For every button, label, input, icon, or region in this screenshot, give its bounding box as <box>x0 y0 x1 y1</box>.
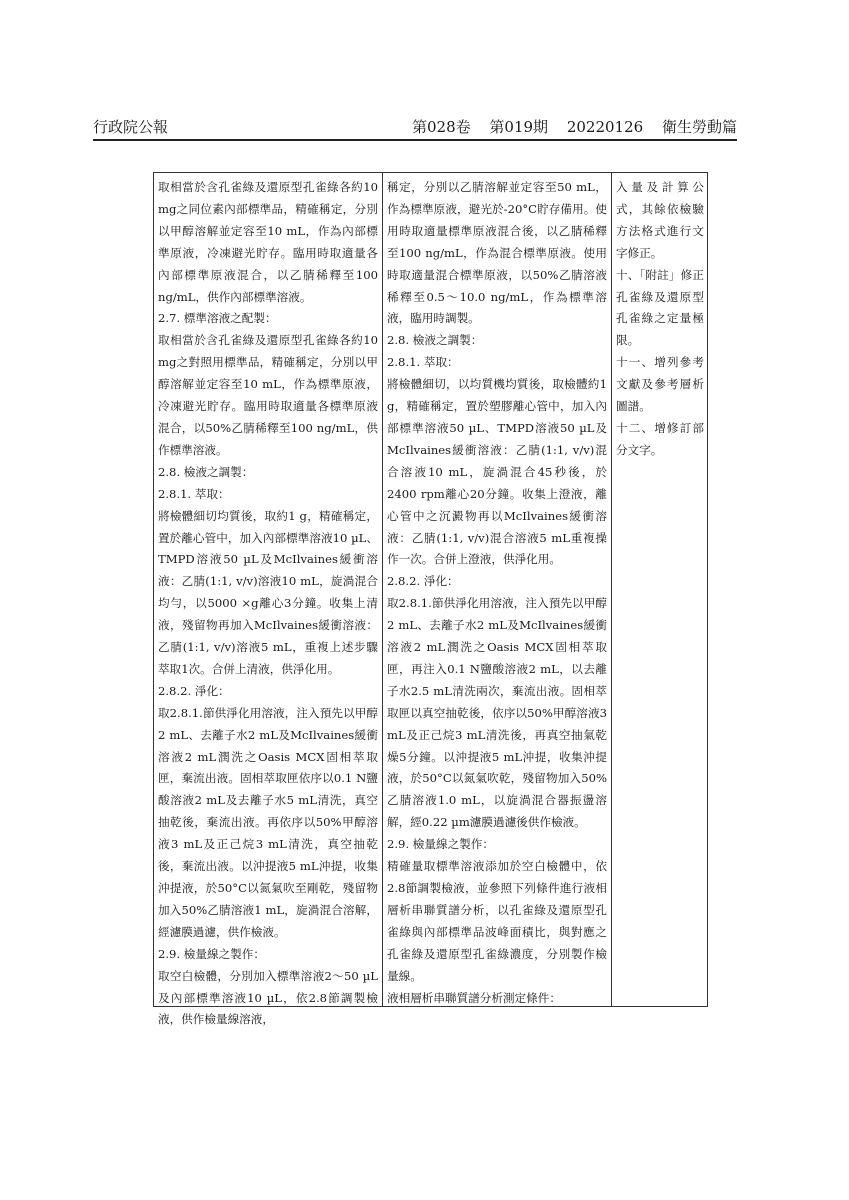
section-heading: 2.9. 檢量線之製作： <box>158 946 265 961</box>
section-heading: 2.8.2. 淨化： <box>158 683 230 698</box>
section-heading: 2.8. 檢液之調製： <box>387 333 483 348</box>
section-heading: 2.8.1. 萃取： <box>387 355 459 370</box>
note-item: 十一、增列參考文獻及參考層析圖譜。 <box>616 355 704 414</box>
comparison-table <box>153 172 708 1027</box>
note-item: 十、「附註」修正孔雀綠及還原型孔雀綠之定量極限。 <box>616 267 704 348</box>
section-name: 衛生勞動篇 <box>661 118 737 136</box>
section-heading: 2.7. 標準溶液之配製： <box>158 311 277 326</box>
publisher-name: 行政院公報 <box>93 118 169 136</box>
paragraph: 取相當於含孔雀綠及還原型孔雀綠各約10 mg之同位素內部標準品，精確稱定，分別以甲醇溶解並定容至10 mL，作為內部標準原液，冷凍避光貯存。臨用時取適量各內部標準原液混合，以乙腈稀釋至100 ng/mL，供作內部標準溶液。 <box>158 180 378 304</box>
original-method-column <box>387 177 607 1009</box>
section-heading: 2.8.2. 淨化： <box>387 574 459 589</box>
note-item: 十二、增修訂部分文字。 <box>616 420 704 457</box>
paragraph: 取相當於含孔雀綠及還原型孔雀綠各約10 mg之對照用標準品，精確稱定，分別以甲醇溶解並定容至10 mL，作為標準原液，冷凍避光貯存。臨用時取適量各標準原液混合，以50%乙腈稀釋至100 ng/mL，供作標準溶液。 <box>158 333 378 457</box>
page-header <box>93 116 737 138</box>
column-divider <box>611 173 612 1006</box>
paragraph: 取空白檢體，分別加入標準溶液2～50 µL及內部標準溶液10 µL，依2.8節調製檢液，供作檢量線溶液， <box>158 968 378 1027</box>
paragraph: 液相層析串聯質譜分析測定條件： <box>387 990 561 1005</box>
paragraph: 稱定，分別以乙腈溶解並定容至50 mL，作為標準原液，避光於-20°C貯存備用。使用時取適量標準原液混合後，以乙腈稀釋至100 ng/mL，作為混合標準原液。使用時取適量混合標準原液，以50%乙腈溶液稀釋至0.5～10.0 ng/mL，作為標準溶液，臨用時調製。 <box>387 180 607 326</box>
paragraph: 將檢體細切均質後，取約1 g，精確稱定，置於離心管中，加入內部標準溶液10 µL、TMPD溶液50 µL及McIlvaines緩衝溶液：乙腈(1:1, v/v)溶液10 mL，旋渦混合均勻，以5000 ×g離心3分鐘。收集上清液，殘留物再加入McIlvaines緩衝溶液：乙腈(1:1, v/v)溶液5 mL，重複上述步驟萃取1次。合併上清液，供淨化用。 <box>158 508 378 676</box>
header-meta <box>412 116 737 138</box>
section-heading: 2.8. 檢液之調製： <box>158 464 254 479</box>
paragraph: 取2.8.1.節供淨化用溶液，注入預先以甲醇2 mL、去離子水2 mL及McIlvaines緩衝溶液2 mL潤洗之Oasis MCX固相萃取匣，棄流出液。固相萃取匣依序以0.1 N鹽酸溶液2 mL及去離子水5 mL清洗，真空抽乾後，棄流出液。再依序以50%甲醇溶液3 mL及正己烷3 mL清洗，真空抽乾後，棄流出液。以沖提液5 mL沖提，收集沖提液，於50°C以氮氣吹至剛乾，殘留物加入50%乙腈溶液1 mL，旋渦混合溶解，經濾膜過濾，供作檢液。 <box>158 705 378 939</box>
paragraph: 將檢體細切，以均質機均質後，取檢體約1 g，精確稱定，置於塑膠離心管中，加入內部標準溶液50 µL、TMPD溶液50 µL及McIlvaines緩衝溶液：乙腈(1:1, v/v)混合溶液10 mL，旋渦混合45秒後，於2400 rpm離心20分鐘。收集上澄液，離心管中之沉澱物再以McIlvaines緩衝溶液：乙腈(1:1, v/v)混合溶液5 mL重複操作一次。合併上澄液，供淨化用。 <box>387 377 607 567</box>
issue-number: 第019期 <box>489 118 549 136</box>
revised-method-column <box>158 177 378 1031</box>
paragraph: 精確量取標準溶液添加於空白檢體中，依2.8節調製檢液，並參照下列條件進行液相層析串聯質譜分析，以孔雀綠及還原型孔雀綠與內部標準品波峰面積比，與對應之孔雀綠及還原型孔雀綠濃度，分別製作檢量線。 <box>387 859 607 983</box>
volume-number: 第028卷 <box>412 118 471 136</box>
section-heading: 2.9. 檢量線之製作： <box>387 837 494 852</box>
column-divider <box>382 173 383 1006</box>
paragraph: 取2.8.1.節供淨化用溶液，注入預先以甲醇2 mL、去離子水2 mL及McIlvaines緩衝溶液2 mL潤洗之Oasis MCX固相萃取匣，再注入0.1 N鹽酸溶液2 mL，以去離子水2.5 mL清洗兩次，棄流出液。固相萃取匣以真空抽乾後，依序以50%甲醇溶液3 mL及正己烷3 mL清洗後，再真空抽氣乾燥5分鐘。以沖提液5 mL沖提，收集沖提液，於50°C以氮氣吹乾，殘留物加入50%乙腈溶液1.0 mL，以旋渦混合器振盪溶解，經0.22 µm濾膜過濾後供作檢液。 <box>387 596 607 830</box>
header-divider <box>93 139 737 141</box>
amendment-notes-column <box>616 177 704 462</box>
publication-date: 20220126 <box>566 118 644 136</box>
note-item: 入量及計算公式，其餘依檢驗方法格式進行文字修正。 <box>616 180 704 260</box>
section-heading: 2.8.1. 萃取： <box>158 486 230 501</box>
